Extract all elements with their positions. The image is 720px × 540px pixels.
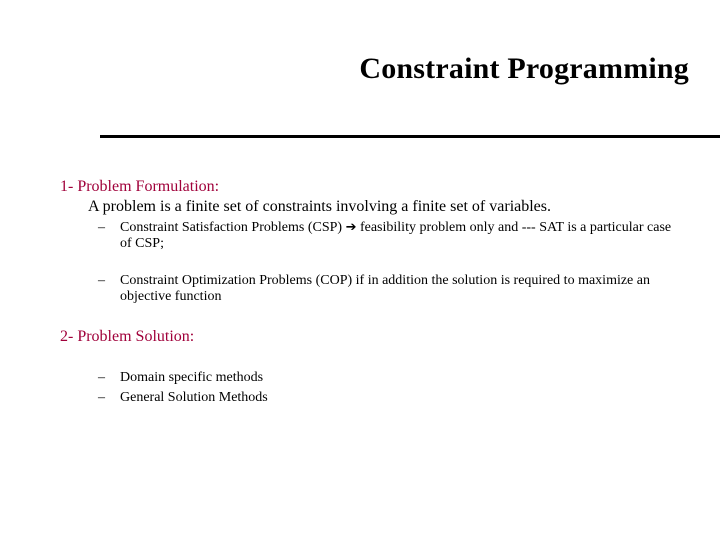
bullet-dash: – [98, 370, 105, 385]
bullet-domain-specific [98, 370, 678, 386]
domain-specific-text: Domain specific methods [120, 370, 264, 385]
section-heading-solution: 2- Problem Solution: [60, 328, 195, 345]
bullet-dash: – [98, 390, 105, 405]
general-methods-text: General Solution Methods [120, 390, 268, 405]
slide-title: Constraint Programming [359, 52, 689, 85]
title-underline [100, 135, 720, 138]
section-heading-formulation: 1- Problem Formulation: [60, 178, 220, 195]
csp-description: feasibility problem only and --- SAT is a particular case of CSP; [120, 220, 672, 251]
bullet-dash: – [98, 220, 105, 235]
cop-text: Constraint Optimization Problems (COP) if in addition the solution is required to maximize an objective function [120, 273, 650, 304]
csp-text: Constraint Satisfaction Problems (CSP) [120, 220, 343, 235]
bullet-cop [98, 273, 678, 305]
bullet-csp [98, 220, 678, 252]
arrow-right-icon: ➔ [345, 220, 357, 235]
bullet-dash: – [98, 273, 105, 288]
problem-statement: A problem is a finite set of constraints involving a finite set of variables. [88, 198, 552, 215]
bullet-general-methods [98, 390, 678, 406]
